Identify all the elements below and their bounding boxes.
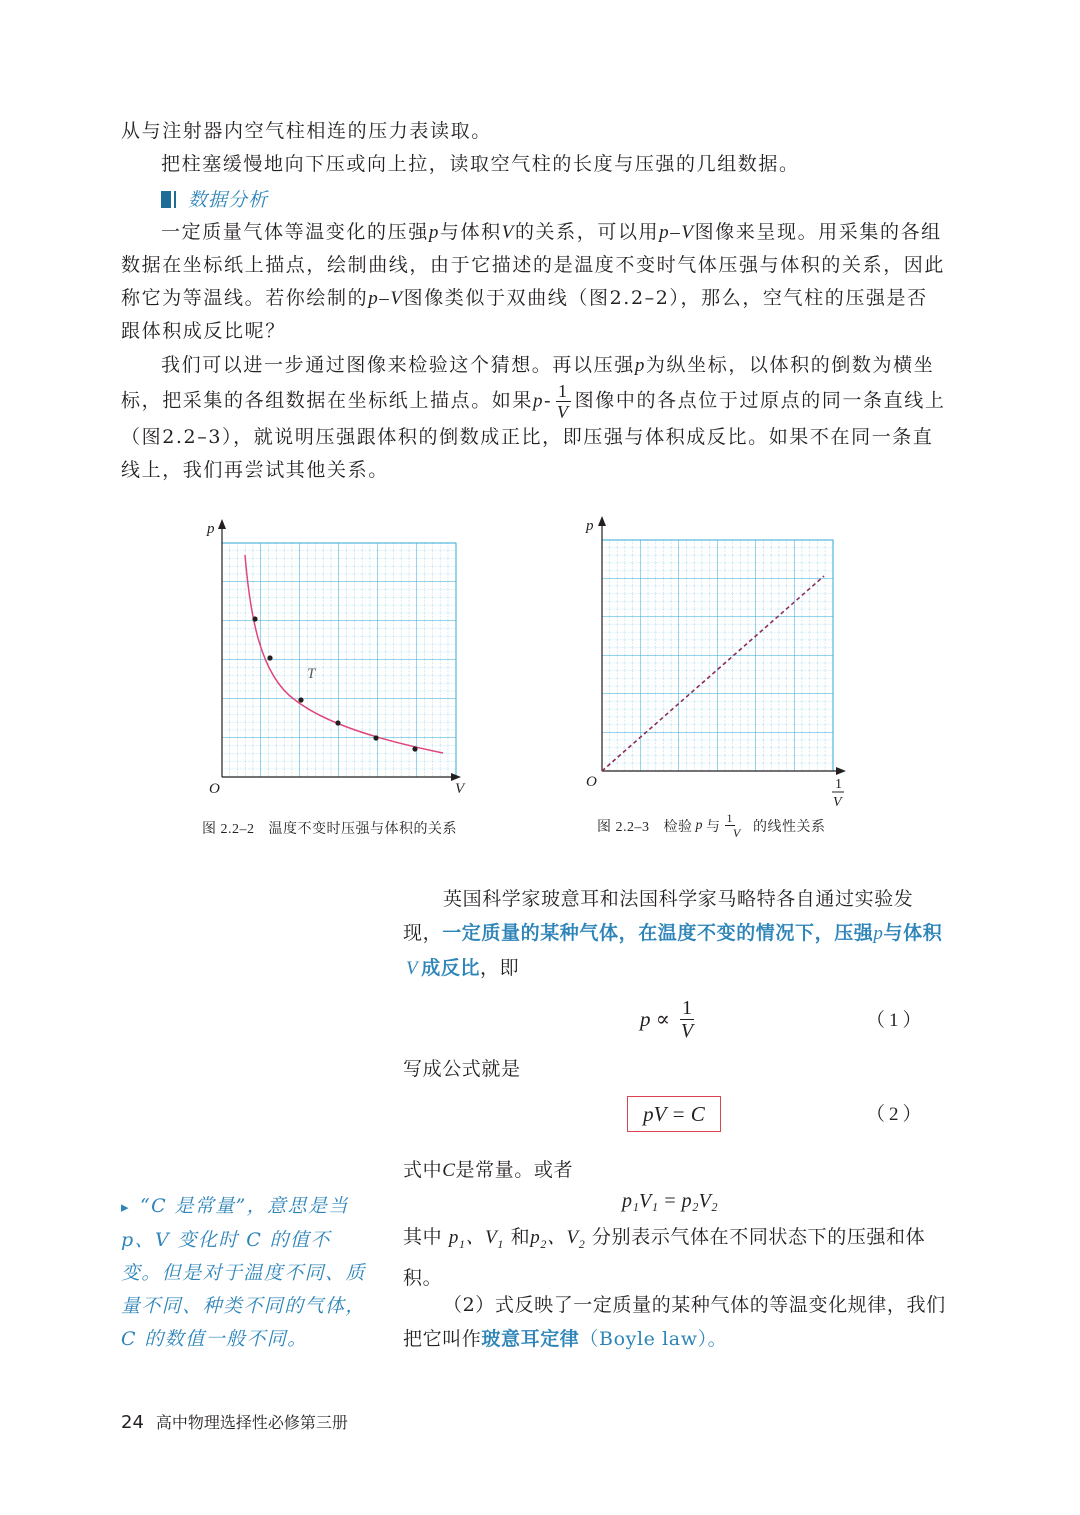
highlight-text-c: 成反比 <box>421 957 481 979</box>
highlight-text-a: 一定质量的某种气体，在温度不变的情况下，压强 <box>442 922 874 944</box>
figure-1-caption <box>202 818 457 838</box>
side-text-a: “ <box>139 1195 152 1217</box>
para3-text-d: 图像来呈现。用采集的各组数据在坐标纸上描点，绘制曲线，由于它描述的是温度不变时气体压强与体积的关系，因此称它为等温线。若你绘制的 <box>121 221 946 309</box>
caption-fraction-numerator: 1 <box>726 811 733 825</box>
equation-1-fraction <box>680 998 694 1041</box>
heading-marker-icon <box>161 191 171 208</box>
side-text-f: 的数值一般不同。 <box>136 1328 308 1350</box>
equation-1 <box>640 998 698 1041</box>
data-point <box>412 746 417 751</box>
origin-label: O <box>209 781 220 797</box>
caption-var-p: p <box>695 817 703 833</box>
para4-text-c: 图像中的各点位于过原点的同一条直线上（图2.2–3），就说明压强跟体积的倒数成正比，即压强与体积成反比。如果不在同一条直线上，我们再尝试其他关系。 <box>121 389 946 481</box>
data-point <box>298 697 303 702</box>
page-number: 24 <box>121 1412 144 1433</box>
data-point <box>335 720 340 725</box>
para4-text-b: 为纵坐标，以体积的倒数为横坐标，把采集的各组数据在坐标纸上描点。如果 <box>121 354 935 412</box>
state-text-a: 其中 <box>403 1226 443 1248</box>
caption-number: 图 2.2–3 <box>597 819 650 835</box>
caption-fraction <box>725 812 750 839</box>
side-text-c: 、 <box>134 1229 155 1251</box>
boyle-law-formula-box: pV = C <box>627 1096 721 1132</box>
fraction-denominator: V <box>557 402 570 422</box>
side-var-c2: C <box>246 1229 263 1251</box>
data-point <box>267 655 272 660</box>
constant-note-b: 是常量。或者 <box>455 1159 574 1181</box>
x-axis-arrow-icon <box>836 767 846 775</box>
y-axis-arrow-icon <box>218 519 226 529</box>
var-p2-v2: $p_2$、$V_2$ <box>530 1227 586 1251</box>
constant-note <box>403 1153 948 1188</box>
para3-pv: p–V <box>659 222 695 243</box>
boyle-law-english: （Boyle law）。 <box>579 1328 728 1350</box>
para3-text-a: 一定质量气体等温变化的压强 <box>161 221 429 243</box>
fraction-numerator: 1 <box>558 381 569 401</box>
equation-2-number: （2） <box>866 1104 926 1125</box>
law-text-a: （2）式反映了一定质量的某种气体的等温变化规律，我们把它叫作 <box>403 1294 946 1350</box>
heading-marker-icon-thin <box>174 191 176 208</box>
highlight-var-v: V <box>406 958 419 979</box>
grid-major <box>602 540 833 771</box>
text-line-1: 从与注射器内空气柱相连的压力表读取。 <box>121 120 492 142</box>
page-footer <box>121 1410 348 1433</box>
curve-label: T <box>307 666 316 682</box>
para3-pv-2: p–V <box>368 288 404 309</box>
y-axis-label: p <box>207 521 215 537</box>
highlight-text-b: 与体积 <box>883 922 943 944</box>
section-heading <box>161 185 268 215</box>
inline-fraction <box>556 382 571 421</box>
caption-number: 图 2.2–2 <box>202 822 255 837</box>
highlight-var-p: p <box>873 923 884 944</box>
statement-intro: 英国科学家玻意耳和法国科学家马略特各自通过实验发现， <box>403 888 914 944</box>
para3-text-b: 与体积 <box>439 221 502 243</box>
y-axis-arrow-icon <box>598 516 606 526</box>
book-title: 高中物理选择性必修第三册 <box>155 1413 348 1432</box>
origin-label: O <box>586 774 597 790</box>
para3-var-p: p <box>428 222 440 243</box>
figure-p-inverse-v-graph <box>580 512 860 812</box>
para3-text-c: 的关系，可以用 <box>514 221 660 243</box>
data-point <box>373 735 378 740</box>
caption-text: 温度不变时压强与体积的关系 <box>268 821 457 837</box>
constant-var-c: C <box>442 1160 456 1181</box>
side-text-d: 变化时 <box>170 1229 247 1251</box>
text-line-2: 把柱塞缓慢地向下压或向上拉，读取空气柱的长度与压强的几组数据。 <box>161 153 800 175</box>
side-var-p: p <box>121 1229 135 1251</box>
para4-var-p: p <box>634 355 646 376</box>
data-point <box>252 616 257 621</box>
side-note <box>121 1190 371 1356</box>
para4-text-a: 我们可以进一步通过图像来检验这个猜想。再以压强 <box>161 354 635 376</box>
figure-2-caption <box>597 812 826 839</box>
equation-1-numerator: 1 <box>681 997 692 1019</box>
x-axis-label-denominator: V <box>833 795 842 810</box>
formula-intro: 写成公式就是 <box>403 1058 521 1080</box>
grid-major <box>222 543 456 777</box>
equation-1-denominator: V <box>680 1020 694 1042</box>
boyle-law-term: 玻意耳定律 <box>481 1328 580 1350</box>
equation-3: p₁V₁ = p₂V₂ <box>622 1190 718 1212</box>
para3-text-e: 图像类似于双曲线（图2.2–2），那么，空气柱的压强是否跟体积成反比呢？ <box>121 287 928 342</box>
caption-fraction-denominator: V <box>732 826 741 840</box>
section-heading-text: 数据分析 <box>188 189 269 211</box>
x-axis-label: V <box>455 781 465 797</box>
equation-1-number: （1） <box>866 1010 926 1031</box>
state-text-b: 和 <box>510 1226 531 1248</box>
para4-p-dash: p- <box>533 390 553 412</box>
side-text-b: 是常量”，意思是当 <box>167 1195 349 1217</box>
caption-text-a: 检验 <box>663 818 693 835</box>
caption-text-b: 与 <box>706 818 721 835</box>
constant-note-a: 式中 <box>403 1159 443 1181</box>
figure-pv-graph <box>195 515 475 805</box>
state-text-c: 分别表示气体在不同状态下的压强和体积。 <box>403 1226 926 1289</box>
side-var-c3: C <box>121 1328 137 1350</box>
x-axis-label-numerator: 1 <box>835 777 842 792</box>
boyle-law-paragraph <box>403 1288 948 1356</box>
para3-var-v: V <box>501 222 515 243</box>
paragraph-inverse-test <box>121 349 946 487</box>
boyle-statement-paragraph <box>403 882 948 986</box>
side-text-e: 的值不变。但是对于温度不同、质量不同、种类不同的气体， <box>121 1229 366 1317</box>
caption-text-c: 的线性关系 <box>753 818 826 835</box>
side-var-c1: C <box>151 1195 168 1217</box>
state-variables-paragraph <box>403 1220 948 1295</box>
var-p1-v1: $p_1$、$V_1$ <box>448 1227 504 1251</box>
statement-end: ，即 <box>480 957 520 979</box>
side-note-marker-icon: ▸ <box>121 1198 130 1216</box>
side-var-v: V <box>154 1229 171 1251</box>
paragraph-pv-analysis <box>121 216 946 348</box>
y-axis-label: p <box>586 518 594 534</box>
equation-1-lhs: p ∝ <box>640 1007 670 1031</box>
